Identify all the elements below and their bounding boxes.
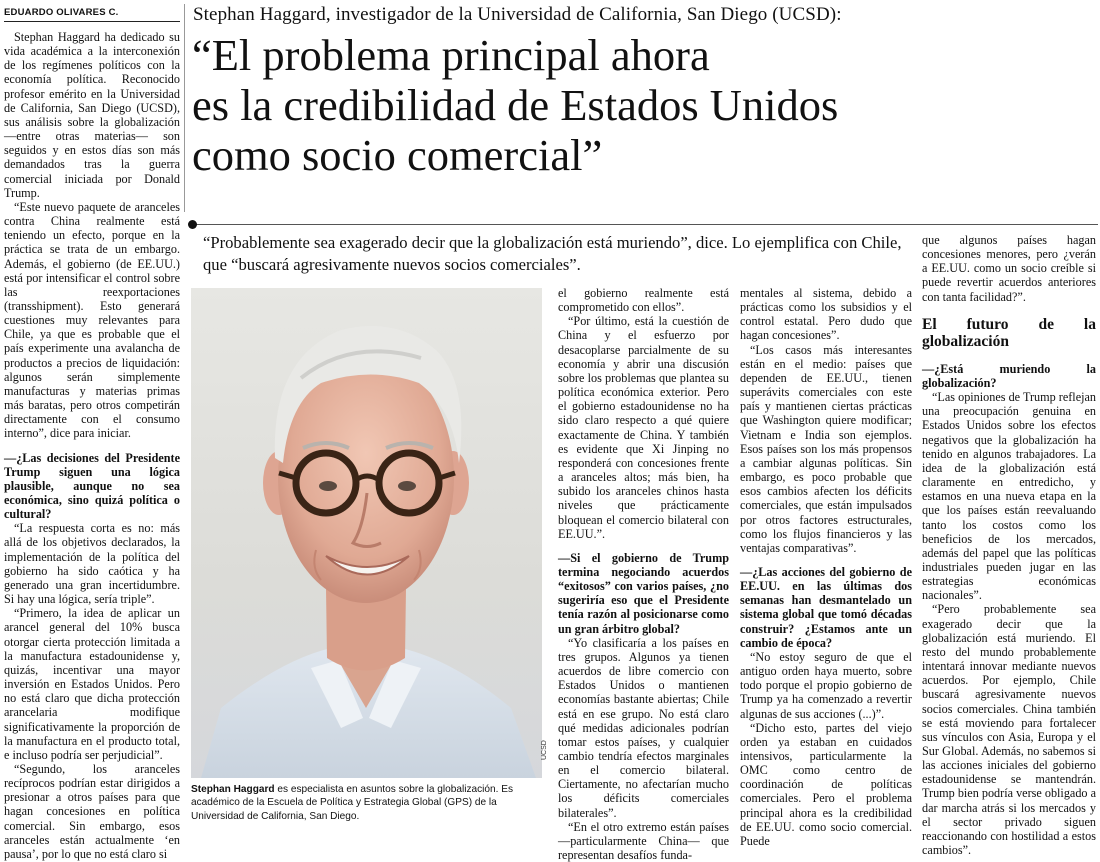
paragraph: Stephan Haggard ha dedicado su vida académica a la interconexión de los regímenes políticos con la economía política. Reconocido profesor emérito en la Universidad de California, San Diego (UCSD), sus análisis sobre la globalización —entre otras materias— son seguidos y en estos días son más demandados tras la guerra comercial iniciada por Donald Trump. [4, 30, 180, 200]
headline-line: como socio comercial” [192, 130, 603, 180]
kicker: Stephan Haggard, investigador de la Universidad de California, San Diego (UCSD): [193, 4, 842, 25]
paragraph: “Primero, la idea de aplicar un arancel general del 10% busca otorgar cierta protección limitada a la manufactura estadounidense y, quizás, incentivar una mayor inversión en Estados Unidos. Pero no está claro que dicha protección arancelaria modifique significativamente la proporción de la manufactura en el producto total, e incluso podría ser perjudicial”. [4, 606, 180, 762]
headline-line: “El problema principal ahora [192, 30, 710, 80]
paragraph: “Los casos más interesantes están en el medio: países que dependen de EE.UU., tienen superávits comerciales con este país y mantienen ciertas prácticas que Washington quiere modificar; Vietnam e India son ejemplos. Esos países son los más propensos a cambiar algunas políticas. Sin embargo, es poco probable que esos cambios afecten los déficits comerciales, que están impulsados por otros factores estructurales, como los flujos financieros y las ventajas comparativas”. [740, 342, 912, 555]
paragraph: “En el otro extremo están países —particularmente China— que representan desafíos funda- [558, 819, 729, 862]
interview-question: —Si el gobierno de Trump termina negociando acuerdos “exitosos” con varios países, ¿no sugeriría eso que el Presidente tenía razón al posicionarse como un gran árbitro global? [558, 550, 729, 636]
paragraph: “No estoy seguro de que el antiguo orden haya muerto, sobre todo porque el propio gobierno de Trump ya ha comenzado a revertir algunas de sus acciones (...)”. [740, 649, 912, 721]
subheading: El futuro de la globalización [922, 315, 1096, 350]
paragraph: “La respuesta corta es no: más allá de los objetivos declarados, la implementación de la política del gobierno ha sido caótica y ha generado una gran incertidumbre. Si hay una lógica, sería triple”. [4, 521, 180, 607]
caption-text: es especialista en asuntos sobre la globalización. Es académico de la Escuela de Política y Estrategia Global (GPS) de la Universidad de California, San Diego. [191, 784, 514, 822]
interview-question: —¿Está muriendo la globalización? [922, 361, 1096, 390]
paragraph: “Pero probablemente sea exagerado decir que la globalización está muriendo. El resto del mundo probablemente intentará innovar mediante nuevos acuerdos. Por ejemplo, Chile buscará agresivamente nuevos socios comerciales. China también se está moviendo para fortalecer sus vínculos con Asia, Europa y el Sur Global. Además, no sabemos si las acciones iniciales del gobierno estadounidense se mantendrán. Trump bien podría verse obligado a dar marcha atrás si los mercados y el sector privado siguen reaccionando con hostilidad a estos cambios”. [922, 602, 1096, 858]
caption-name: Stephan Haggard [191, 784, 275, 795]
article-column-4 [922, 233, 1096, 858]
headline-line: es la credibilidad de Estados Unidos [192, 80, 839, 130]
portrait-photo [191, 288, 542, 778]
paragraph: “Dicho esto, partes del viejo orden ya estaban en cuidados intensivos, particularmente la OMC como centro de coordinación de políticas comerciales. Pero el problema principal ahora es la credibilidad de EE.UU. como socio comercial. Puede [740, 720, 912, 848]
paragraph: “Segundo, los aranceles recíprocos podrían estar dirigidos a presionar a otros países para que hagan concesiones en política comercial. Sin embargo, esos aranceles están actualmente ‘en pausa’, por lo que no está claro si [4, 761, 180, 861]
photo-credit: UCSD [541, 740, 548, 760]
article-column-3 [740, 286, 912, 848]
byline: EDUARDO OLIVARES C. [4, 7, 119, 18]
headline-rule [192, 224, 1098, 225]
interview-question: —¿Las acciones del gobierno de EE.UU. en las últimas dos semanas han desmantelado un sistema global que tomó décadas construir? ¿Estamos ante un cambio de época? [740, 564, 912, 650]
byline-rule [4, 21, 180, 22]
paragraph: el gobierno realmente está comprometido con ellos”. [558, 286, 729, 315]
paragraph: mentales al sistema, debido a prácticas como los subsidios y el control estatal. Pero dudo que hagan concesiones”. [740, 286, 912, 343]
paragraph: “Yo clasificaría a los países en tres grupos. Algunos ya tienen acuerdos de libre comercio con Estados Unidos o mantienen economías bastante abiertas; Chile está en ese grupo. No está claro qué medidas adicionales podrían tomar estos países, y cualquier cambio tendría efectos marginales en el comercio bilateral. Ciertamente, no afectarían mucho los déficits comerciales bilaterales”. [558, 635, 729, 820]
paragraph: “Las opiniones de Trump reflejan una preocupación genuina en Estados Unidos sobre los efectos negativos que la globalización ha tenido en algunos trabajadores. La idea de la globalización está claramente en entredicho, y estamos en una nueva etapa en la que los países están reevaluando tanto los costos como los beneficios de los mercados, además del papel que las políticas industriales pueden jugar en las estrategias económicas nacionales”. [922, 390, 1096, 603]
photo-caption [191, 783, 541, 823]
deck: “Probablemente sea exagerado decir que la globalización está muriendo”, dice. Lo ejemplifica con Chile, que “buscará agresivamente nuevos socios comerciales”. [203, 233, 902, 274]
paragraph: que algunos países hagan concesiones menores, pero ¿verán a EE.UU. como un socio creíble si puede revertir acuerdos anteriores con tanta facilidad?”. [922, 233, 1096, 304]
rule-bullet [188, 220, 197, 229]
portrait-illustration [191, 288, 542, 778]
interview-question: —¿Las decisiones del Presidente Trump siguen una lógica plausible, aunque no sea económica, sino quizá política o cultural? [4, 450, 180, 522]
article-column-1 [4, 30, 180, 861]
article-column-2 [558, 286, 729, 862]
headline [192, 30, 1092, 180]
paragraph: “Por último, está la cuestión de China y el esfuerzo por desacoplarse parcialmente de su economía y abrir una discusión sobre los problemas que plantea su política económica exterior. Pero el gobierno estadounidense no ha sido claro respecto a qué quiere exactamente de China. Y también es evidente que Xi Jinping no responderá con concesiones frente a aranceles altos; más bien, ha subido los aranceles chinos hasta niveles que prácticamente bloquean el comercio bilateral con EE.UU.”. [558, 314, 729, 541]
column-divider [184, 4, 185, 212]
paragraph: “Este nuevo paquete de aranceles contra China realmente está teniendo un efecto, porque en la práctica se trata de un embargo. Además, el gobierno (de EE.UU.) está por intensificar el control sobre las reexportaciones (transshipment). Esto generará cuestiones muy relevantes para Chile, ya que es probable que el país experimente una avalancha de productos a precios de liquidación: algunos serán simplemente manufacturas y materias primas más baratas, pero otros competirán directamente con el consumo interno”, dice para iniciar. [4, 199, 180, 441]
